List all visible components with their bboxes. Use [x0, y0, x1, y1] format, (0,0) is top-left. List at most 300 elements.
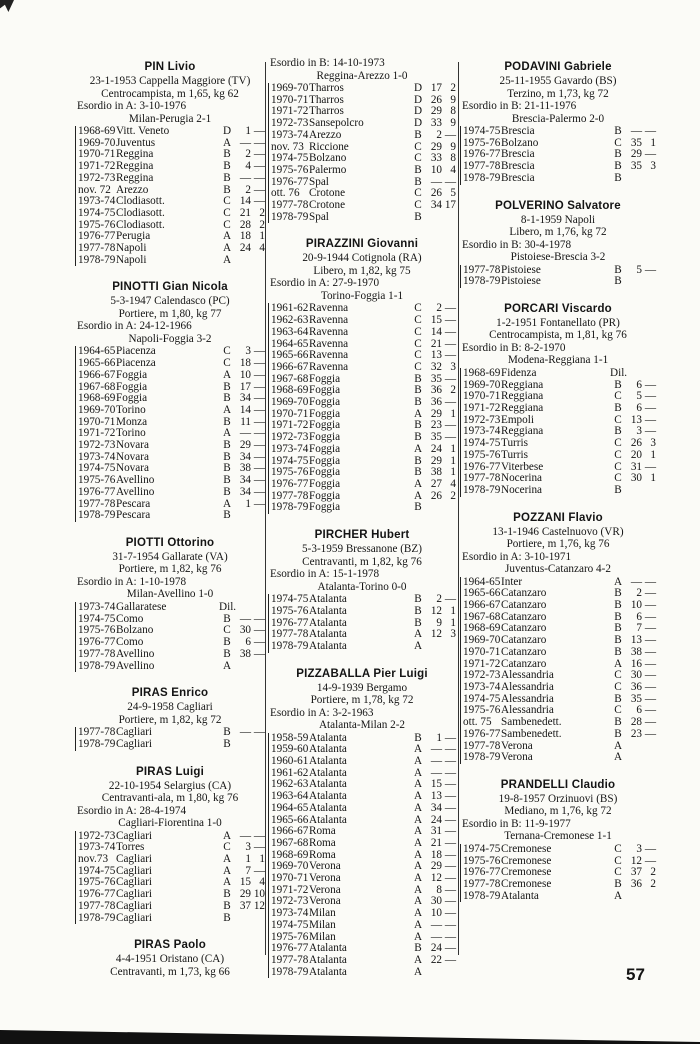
career-row: [269, 479, 456, 491]
career-appearances: [235, 602, 251, 614]
career-appearances: 36: [430, 384, 442, 397]
career-season: 1964-65: [463, 575, 501, 588]
player-name: PINOTTI Gian Nicola: [112, 281, 228, 294]
career-goals: —: [444, 953, 456, 966]
career-team: Turris: [501, 437, 528, 450]
career-team: Foggia: [116, 368, 148, 381]
career-team: Crotone: [309, 187, 346, 200]
career-division: C: [223, 841, 231, 854]
career-season: 1977-78: [271, 953, 309, 966]
career-appearances: 15: [430, 314, 442, 327]
career-season: 1973-74: [271, 442, 309, 455]
career-division: C: [414, 337, 422, 350]
career-season: 1966-67: [271, 360, 309, 373]
career-goals: —: [444, 942, 456, 955]
career-season: 1975-76: [271, 604, 309, 617]
career-goals: [642, 891, 656, 903]
career-row: [76, 440, 265, 452]
career-team: Avellino: [116, 647, 155, 660]
career-appearances: 34: [239, 392, 251, 405]
role-info: Mediano, m 1,76, kg 72: [504, 805, 612, 818]
career-division: A: [413, 639, 423, 652]
career-appearances: 24: [430, 813, 442, 826]
career-team: Pescara: [116, 497, 151, 510]
career-team: Torino: [116, 427, 146, 440]
career-team: Catanzaro: [501, 622, 547, 635]
career-appearances: —: [239, 612, 251, 625]
career-goals: —: [444, 778, 456, 791]
career-team: Cagliari: [116, 899, 153, 912]
career-row: [269, 641, 456, 653]
career-season: 1974-75: [463, 125, 501, 137]
birth-info: 31-7-1954 Gallarate (VA): [112, 550, 228, 563]
column-left: [75, 60, 265, 984]
career-appearances: 21: [239, 206, 251, 219]
career-season: 1976-77: [463, 866, 501, 879]
career-division: B: [223, 911, 231, 924]
career-season: 1975-76: [463, 704, 501, 717]
player-name: PIRAS Enrico: [131, 687, 209, 700]
player-name: POLVERINO Salvatore: [495, 199, 621, 212]
career-appearances: 29: [430, 454, 442, 467]
career-division: C: [414, 187, 422, 200]
career-goals: —: [253, 125, 265, 137]
career-season: 1974-75: [78, 612, 116, 625]
career-division: C: [614, 669, 622, 682]
birth-info: 4-4-1951 Oristano (CA): [115, 953, 225, 966]
career-season: 1974-75: [271, 454, 309, 467]
career-team: Atalanta: [309, 639, 347, 652]
career-division: C: [223, 206, 231, 219]
debut-match: Juventus-Catanzaro 4-2: [505, 563, 611, 576]
career-season: 1969-70: [463, 634, 501, 647]
career-season: 1969-70: [78, 403, 116, 416]
career-team: Piacenza: [116, 357, 156, 370]
career-season: 1974-75: [463, 437, 501, 450]
career-appearances: [626, 276, 642, 288]
career-goals: —: [253, 345, 265, 358]
career-division: A: [413, 836, 423, 849]
career-season: 1960-61: [271, 755, 309, 768]
player-name: POZZANI Flavio: [513, 511, 603, 524]
career-division: B: [223, 509, 231, 522]
career-season: 1961-62: [271, 766, 309, 779]
player-name: PIRAZZINI Giovanni: [305, 238, 419, 251]
career-season: 1978-79: [78, 509, 116, 522]
player-name: PIRAS Paolo: [134, 939, 206, 952]
career-season: 1976-77: [271, 175, 309, 188]
birth-info: 8-1-1959 Napoli: [520, 213, 596, 226]
career-team: Spal: [309, 175, 329, 188]
career-season: 1973-74: [78, 600, 116, 613]
career-team: Novara: [116, 462, 149, 475]
career-division: D: [413, 82, 423, 94]
debut-match: Atalanta-Torino 0-0: [317, 580, 407, 593]
career-division: A: [413, 766, 423, 779]
career-season: 1976-77: [78, 636, 116, 649]
career-row: [461, 126, 656, 138]
career-team: Tharros: [309, 105, 344, 118]
career-appearances: 35: [630, 692, 642, 705]
career-team: Roma: [309, 836, 336, 849]
debut-info: Esordio in B: 30-4-1978: [462, 238, 572, 251]
debut-info: Esordio in A: 3-10-1971: [462, 550, 572, 563]
career-goals: —: [253, 195, 265, 208]
career-division: B: [414, 372, 422, 385]
career-season: 1967-68: [271, 372, 309, 385]
career-season: 1964-65: [271, 801, 309, 814]
career-appearances: 34: [430, 199, 442, 212]
career-goals: —: [644, 669, 656, 682]
career-season: 1972-73: [463, 669, 501, 682]
career-season: 1968-69: [463, 366, 501, 379]
career-goals: 3: [450, 360, 456, 373]
career-division: C: [614, 448, 622, 461]
career-goals: —: [253, 171, 265, 184]
debut-match: Reggina-Arezzo 1-0: [316, 69, 408, 82]
career-division: A: [222, 136, 232, 149]
career-team: Atalanta: [309, 766, 347, 779]
career-table: [268, 733, 456, 979]
career-appearances: 2: [436, 593, 442, 606]
career-team: Verona: [309, 883, 341, 896]
career-row: [269, 955, 456, 967]
career-appearances: 22: [430, 953, 442, 966]
role-info: Centrocampista, m 1,81, kg 76: [489, 329, 627, 342]
career-season: 1978-79: [78, 659, 116, 672]
career-season: 1975-76: [78, 218, 116, 231]
player-entry: [75, 938, 265, 978]
career-appearances: 5: [636, 263, 642, 276]
career-team: Clodiasott.: [116, 218, 165, 231]
role-info: Centrocampista, m 1,65, kg 62: [101, 87, 239, 100]
career-season: 1975-76: [271, 466, 309, 479]
career-team: Foggia: [309, 454, 341, 467]
career-appearances: 31: [430, 825, 442, 838]
career-team: Atalanta: [309, 593, 347, 606]
career-team: Viterbese: [501, 460, 544, 473]
career-appearances: 38: [630, 645, 642, 658]
career-season: 1973-74: [271, 128, 309, 141]
career-division: C: [414, 199, 422, 212]
career-division: B: [414, 163, 422, 176]
debut-match: Brescia-Palermo 2-0: [511, 112, 605, 125]
career-goals: —: [444, 836, 456, 849]
career-row: [269, 212, 456, 224]
career-division: A: [413, 489, 423, 502]
career-goals: —: [253, 392, 265, 405]
career-row: [461, 752, 656, 764]
career-team: Cagliari: [116, 888, 153, 901]
career-season: 1977-78: [78, 242, 116, 255]
career-division: A: [413, 907, 423, 920]
career-goals: —: [253, 726, 265, 739]
career-goals: 8: [450, 105, 456, 118]
career-division: A: [413, 407, 423, 420]
career-appearances: 29: [430, 140, 442, 153]
player-entry: [460, 199, 656, 288]
career-goals: 2: [650, 866, 656, 879]
career-table: [460, 577, 656, 764]
career-division: B: [614, 160, 622, 173]
career-goals: 4: [259, 876, 265, 889]
career-table: [75, 126, 265, 266]
career-team: Reggiana: [501, 402, 544, 415]
career-goals: —: [644, 842, 656, 855]
career-goals: [251, 510, 265, 522]
career-appearances: —: [630, 125, 642, 137]
career-appearances: 3: [636, 842, 642, 855]
career-goals: [442, 641, 456, 653]
player-entry: [268, 667, 456, 979]
career-appearances: 10: [430, 163, 442, 176]
career-appearances: 35: [630, 136, 642, 149]
career-row: [76, 370, 265, 382]
career-goals: 1: [450, 454, 456, 467]
career-division: B: [223, 415, 231, 428]
debut-match: Milan-Avellino 1-0: [126, 588, 214, 601]
player-entry: [268, 237, 456, 514]
career-division: C: [414, 314, 422, 327]
career-goals: [442, 502, 456, 514]
career-appearances: 13: [630, 413, 642, 426]
career-division: A: [613, 751, 623, 764]
career-division: D: [413, 117, 423, 130]
career-appearances: 1: [245, 497, 251, 510]
career-appearances: 34: [239, 485, 251, 498]
career-appearances: 26: [430, 93, 442, 106]
career-season: 1970-71: [271, 93, 309, 106]
career-goals: 2: [450, 82, 456, 94]
player-name: PRANDELLI Claudio: [500, 778, 616, 791]
career-season: ott. 76: [271, 187, 300, 200]
career-row: [76, 913, 265, 925]
career-season: 1972-73: [78, 439, 116, 452]
player-entry: [75, 686, 265, 750]
career-goals: —: [253, 380, 265, 393]
career-row: [269, 920, 456, 932]
career-division: C: [414, 325, 422, 338]
career-goals: [642, 741, 656, 753]
birth-info: 24-9-1958 Cagliari: [127, 701, 213, 714]
career-appearances: 10: [430, 907, 442, 920]
career-goals: —: [444, 593, 456, 606]
career-season: 1977-78: [463, 739, 501, 752]
career-team: Sambenedett.: [501, 727, 562, 740]
column-right: [460, 60, 656, 908]
debut-match: Milan-Perugia 2-1: [128, 112, 212, 125]
career-team: Arezzo: [309, 128, 342, 141]
career-division: D: [413, 93, 423, 106]
career-team: Foggia: [309, 372, 341, 385]
role-info: Portiere, m 1,80, kg 77: [118, 307, 222, 320]
career-team: Cremonese: [501, 854, 552, 867]
career-season: 1971-72: [78, 427, 116, 440]
career-appearances: [426, 212, 442, 224]
career-goals: —: [253, 148, 265, 161]
career-goals: —: [644, 657, 656, 670]
career-division: A: [222, 230, 232, 243]
career-appearances: 4: [245, 160, 251, 173]
career-season: 1965-66: [271, 813, 309, 826]
career-appearances: 10: [239, 368, 251, 381]
career-appearances: [235, 510, 251, 522]
career-season: 1978-79: [463, 889, 501, 902]
career-division: C: [614, 460, 622, 473]
career-team: Alessandria: [501, 680, 554, 693]
career-goals: 1: [450, 604, 456, 617]
career-goals: —: [444, 825, 456, 838]
career-division: B: [414, 616, 422, 629]
career-appearances: 29: [239, 888, 251, 901]
career-division: B: [223, 737, 231, 750]
career-team: Cagliari: [116, 864, 153, 877]
career-season: 1970-71: [271, 872, 309, 885]
birth-info: 23-1-1953 Cappella Maggiore (TV): [89, 75, 251, 87]
career-row: [461, 682, 656, 694]
career-appearances: 21: [430, 337, 442, 350]
career-season: 1975-76: [271, 163, 309, 176]
career-appearances: 38: [430, 466, 442, 479]
career-division: B: [614, 727, 622, 740]
career-goals: —: [444, 128, 456, 141]
career-goals: —: [644, 587, 656, 600]
career-season: 1975-76: [463, 854, 501, 867]
career-division: B: [414, 396, 422, 409]
career-appearances: [235, 661, 251, 673]
career-team: Vitt. Veneto: [116, 125, 170, 137]
career-appearances: 18: [239, 357, 251, 370]
career-goals: —: [253, 462, 265, 475]
career-division: B: [614, 878, 622, 891]
career-goals: —: [444, 755, 456, 768]
career-season: 1978-79: [463, 483, 501, 496]
career-division: A: [613, 889, 623, 902]
career-goals: 2: [259, 206, 265, 219]
career-season: 1978-79: [271, 210, 309, 223]
career-season: 1963-64: [271, 325, 309, 338]
career-team: Foggia: [116, 380, 148, 393]
career-team: Atalanta: [309, 731, 347, 744]
career-appearances: 24: [430, 442, 442, 455]
career-team: Cremonese: [501, 878, 552, 891]
birth-info: 5-3-1947 Calendasco (PC): [110, 295, 230, 308]
career-season: 1962-63: [271, 778, 309, 791]
career-team: Como: [116, 636, 144, 649]
career-appearances: 17: [239, 380, 251, 393]
career-goals: 1: [650, 448, 656, 461]
career-team: Reggina: [116, 171, 154, 184]
career-season: 1974-75: [78, 462, 116, 475]
career-season: 1969-70: [463, 378, 501, 391]
career-goals: —: [644, 263, 656, 276]
career-division: C: [614, 704, 622, 717]
career-season: 1977-78: [78, 647, 116, 660]
career-season: 1968-69: [271, 848, 309, 861]
career-team: Atalanta: [309, 965, 347, 978]
career-team: Alessandria: [501, 692, 554, 705]
career-appearances: 38: [239, 647, 251, 660]
career-division: A: [413, 628, 423, 641]
career-goals: 4: [259, 242, 265, 255]
career-appearances: 29: [239, 439, 251, 452]
career-goals: —: [253, 368, 265, 381]
career-appearances: 33: [430, 117, 442, 130]
career-team: Novara: [116, 439, 149, 452]
career-season: 1970-71: [78, 415, 116, 428]
career-season: 1970-71: [463, 645, 501, 658]
career-division: B: [223, 899, 231, 912]
career-team: Cagliari: [116, 726, 153, 739]
career-team: Atalanta: [309, 743, 347, 756]
career-goals: —: [444, 431, 456, 444]
career-season: 1973-74: [78, 195, 116, 208]
career-row: [76, 173, 265, 185]
career-division: A: [413, 778, 423, 791]
career-division: B: [614, 610, 622, 623]
career-appearances: 16: [630, 657, 642, 670]
career-division: C: [223, 624, 231, 637]
career-season: 1971-72: [271, 883, 309, 896]
career-team: Atalanta: [309, 801, 347, 814]
career-team: Nocerina: [501, 472, 542, 485]
career-season: 1978-79: [271, 965, 309, 978]
career-division: C: [614, 854, 622, 867]
career-team: Riccione: [309, 140, 349, 153]
career-appearances: [426, 967, 442, 979]
career-goals: 8: [450, 152, 456, 165]
career-appearances: 6: [245, 636, 251, 649]
debut-info: Esordio in A: 1-10-1978: [77, 575, 187, 588]
career-goals: [642, 485, 656, 497]
career-row: [269, 362, 456, 374]
career-team: Verona: [309, 872, 341, 885]
debut-match: Cagliari-Fiorentina 1-0: [118, 817, 222, 830]
career-appearances: 6: [636, 704, 642, 717]
career-goals: —: [253, 474, 265, 487]
career-table: [75, 346, 265, 522]
career-goals: —: [644, 634, 656, 647]
career-team: Foggia: [309, 407, 341, 420]
career-season: 1974-75: [271, 152, 309, 165]
career-team: Brescia: [501, 160, 535, 173]
career-row: [461, 600, 656, 612]
career-appearances: 13: [630, 634, 642, 647]
career-appearances: —: [239, 726, 251, 739]
career-goals: [251, 913, 265, 925]
career-row: [76, 255, 265, 267]
career-division: A: [222, 829, 232, 842]
career-season: 1978-79: [463, 171, 501, 184]
career-goals: —: [253, 624, 265, 637]
player-entry: [460, 511, 656, 764]
career-season: 1975-76: [463, 448, 501, 461]
career-division: B: [614, 483, 622, 496]
career-team: Catanzaro: [501, 634, 547, 647]
career-appearances: —: [430, 766, 442, 779]
career-division: A: [413, 872, 423, 885]
career-row: [461, 173, 656, 185]
career-goals: —: [644, 460, 656, 473]
career-division: B: [414, 128, 422, 141]
career-appearances: 6: [636, 402, 642, 415]
career-season: 1977-78: [463, 878, 501, 891]
career-team: Bolzano: [116, 624, 154, 637]
career-goals: [442, 967, 456, 979]
career-appearances: 13: [430, 790, 442, 803]
career-goals: [251, 255, 265, 267]
career-appearances: 17: [430, 82, 442, 94]
